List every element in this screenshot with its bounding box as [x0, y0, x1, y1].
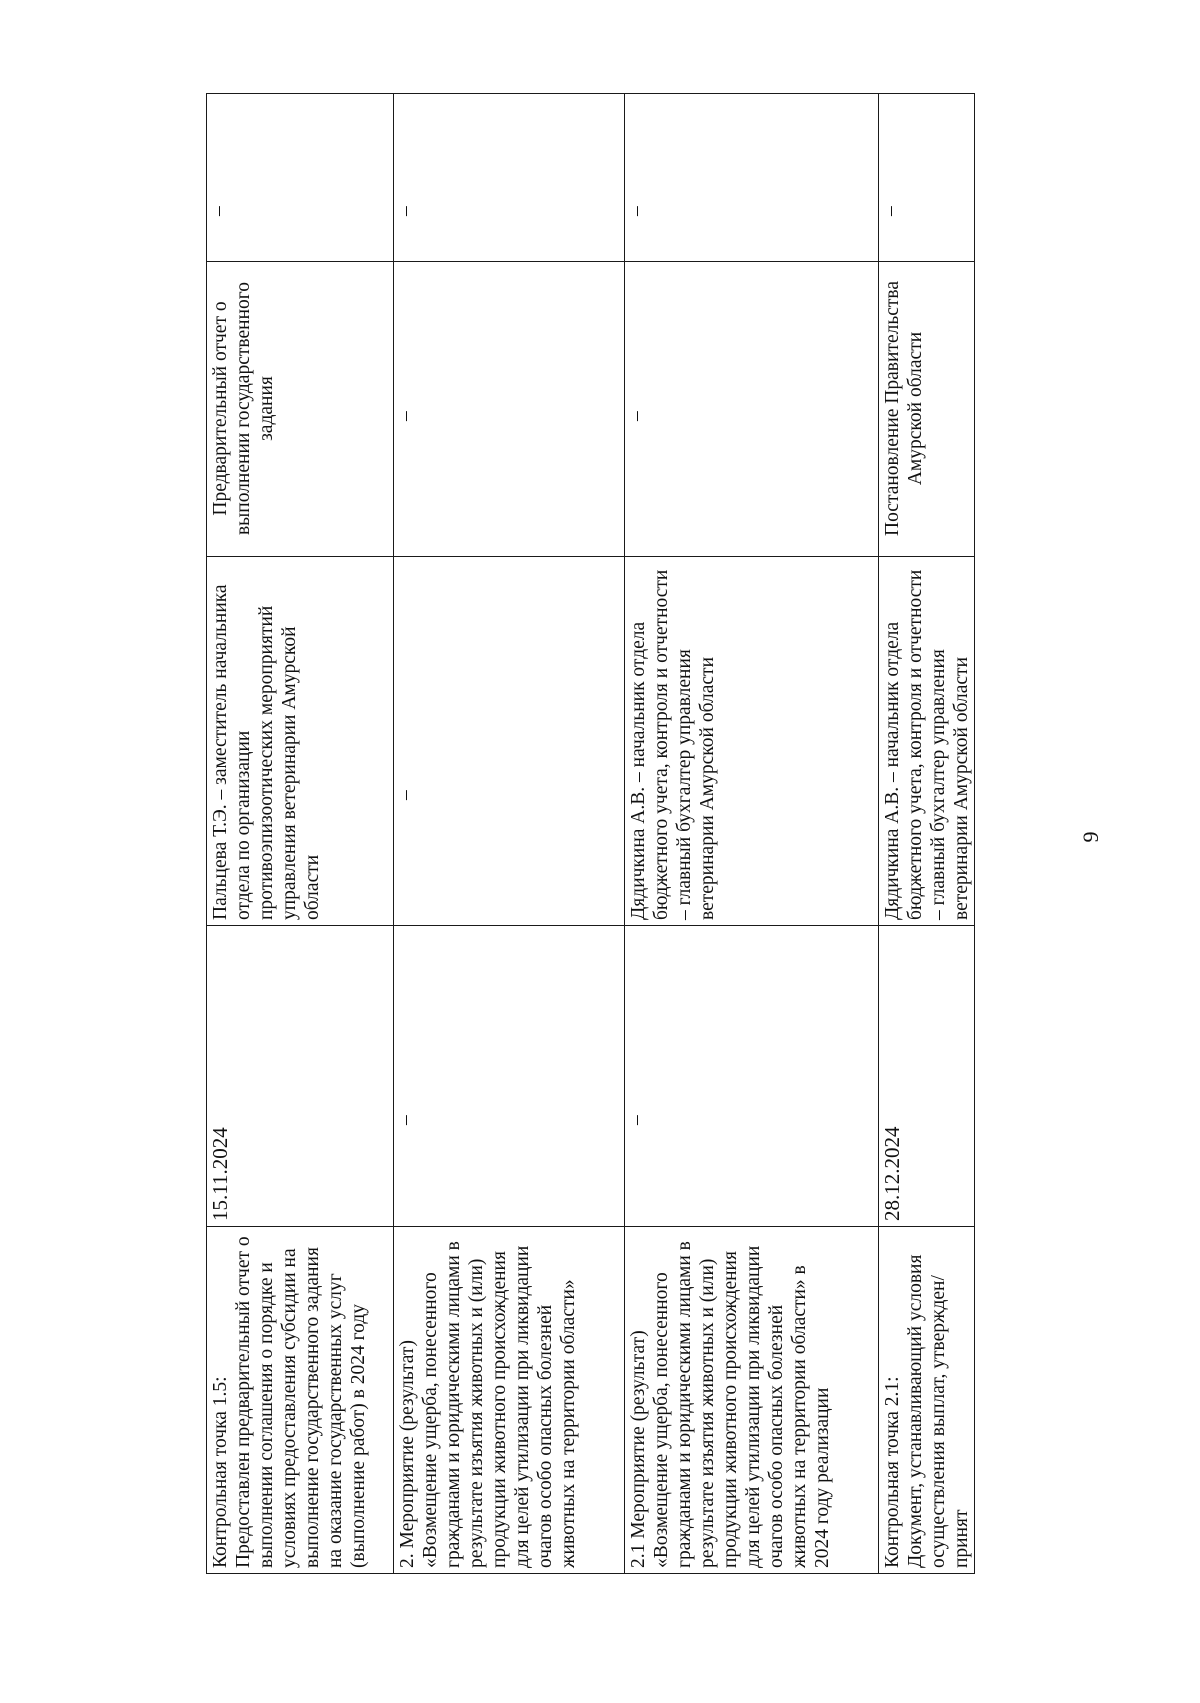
dash-mark: – — [208, 206, 229, 216]
plan-table — [206, 93, 975, 1574]
cell-document — [625, 262, 879, 557]
dash-mark: – — [395, 206, 416, 216]
dash-mark: – — [626, 206, 647, 216]
cell-extra — [207, 94, 394, 262]
cell-extra — [879, 94, 975, 262]
cell-date: 28.12.2024 — [879, 926, 975, 1227]
cell-extra — [394, 94, 625, 262]
table-row — [394, 94, 625, 1574]
cell-date — [394, 926, 625, 1227]
cell-extra — [625, 94, 879, 262]
table-row — [207, 94, 394, 1574]
cell-name: Контрольная точка 1.5: Предоставлен предварительный отчет о выполнении соглашения о порядке и условиях предоставления субсидии на выполнение государственного задания на оказание государственных услуг (выполнение работ) в 2024 году — [207, 1227, 394, 1574]
cell-responsible — [394, 557, 625, 926]
cell-date — [625, 926, 879, 1227]
cell-responsible: Дядичкина А.В. – начальник отдела бюджетного учета, контроля и отчетности – главный бухгалтер управления ветеринарии Амурской области — [625, 557, 879, 926]
page-number: 9 — [1078, 831, 1103, 843]
cell-name: 2.1 Мероприятие (результат) «Возмещение ущерба, понесенного гражданами и юридическими лицами в результате изъятия животных и (или) продукции животного происхождения для целей утилизации при ликвидации очагов особо опасных болезней животных на территории области» в 2024 году реализации — [625, 1227, 879, 1574]
cell-name: Контрольная точка 2.1: Документ, устанавливающий условия осуществления выплат, утвержден/принят — [879, 1227, 975, 1574]
cell-date: 15.11.2024 — [207, 926, 394, 1227]
cell-name: 2. Мероприятие (результат) «Возмещение ущерба, понесенного гражданами и юридическими лицами в результате изъятия животных и (или) продукции животного происхождения для целей утилизации при ликвидации очагов особо опасных болезней животных на территории области» — [394, 1227, 625, 1574]
dash-mark: – — [395, 790, 416, 800]
cell-responsible: Пальцева Т.Э. – заместитель начальника отдела по организации противоэпизоотических мероприятий управления ветеринарии Амурской области — [207, 557, 394, 926]
dash-mark: – — [395, 411, 416, 421]
cell-document — [394, 262, 625, 557]
table-row — [879, 94, 975, 1574]
table-row — [625, 94, 879, 1574]
dash-mark: – — [626, 411, 647, 421]
table-wrapper — [206, 94, 975, 1574]
dash-mark: – — [395, 1115, 416, 1125]
dash-mark: – — [626, 1115, 647, 1125]
cell-document: Постановление Правительства Амурской области — [879, 262, 975, 557]
dash-mark: – — [880, 206, 901, 216]
cell-responsible: Дядичкина А.В. – начальник отдела бюджетного учета, контроля и отчетности – главный бухгалтер управления ветеринарии Амурской области — [879, 557, 975, 926]
cell-document: Предварительный отчет о выполнении государственного задания — [207, 262, 394, 557]
